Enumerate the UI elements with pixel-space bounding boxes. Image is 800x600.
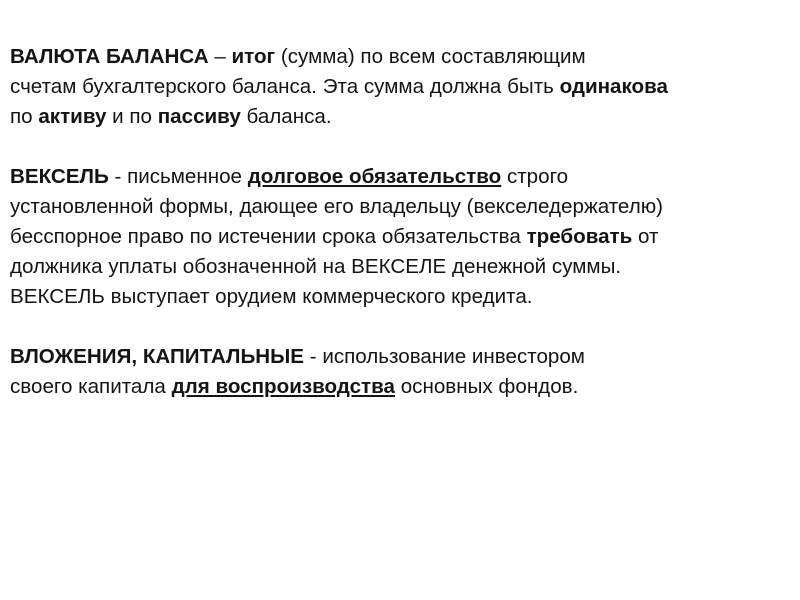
- text-line: [10, 372, 790, 402]
- text-line: [10, 192, 790, 222]
- text-line: [10, 252, 790, 282]
- text-segment: от: [632, 225, 659, 248]
- definition-paragraph: [10, 162, 790, 312]
- term-text: пассиву: [157, 105, 241, 128]
- term-text: для воспроизводства: [171, 375, 395, 398]
- text-line: [10, 282, 790, 312]
- text-line: [10, 342, 790, 372]
- term-text: ВЕКСЕЛЬ: [10, 165, 109, 188]
- text-segment: –: [208, 45, 232, 68]
- term-text: одинакова: [559, 75, 668, 98]
- text-segment: установленной формы, дающее его владельцу (векселедержателю): [10, 195, 664, 218]
- term-text: требовать: [526, 225, 633, 248]
- text-segment: - использование инвестором: [304, 345, 585, 368]
- text-segment: основных фондов.: [394, 375, 579, 398]
- text-segment: ВЕКСЕЛЬ выступает орудием коммерческого кредита.: [10, 285, 533, 308]
- definition-paragraph: [10, 42, 790, 132]
- term-text: ВЛОЖЕНИЯ, КАПИТАЛЬНЫЕ: [10, 345, 305, 368]
- text-segment: своего капитала: [10, 375, 172, 398]
- term-text: ВАЛЮТА БАЛАНСА: [10, 45, 209, 68]
- text-line: [10, 72, 790, 102]
- definitions-text: [10, 42, 790, 432]
- term-text: долговое обязательство: [247, 165, 502, 188]
- text-segment: баланса.: [240, 105, 332, 128]
- text-segment: бесспорное право по истечении срока обязательства: [10, 225, 527, 248]
- term-text: итог: [231, 45, 276, 68]
- text-line: [10, 42, 790, 72]
- text-line: [10, 102, 790, 132]
- term-text: активу: [38, 105, 107, 128]
- text-line: [10, 162, 790, 192]
- text-segment: строго: [501, 165, 569, 188]
- text-segment: по: [10, 105, 39, 128]
- definition-paragraph: [10, 342, 790, 402]
- text-segment: (сумма) по всем составляющим: [275, 45, 586, 68]
- text-segment: должника уплаты обозначенной на ВЕКСЕЛЕ денежной суммы.: [10, 255, 622, 278]
- text-line: [10, 222, 790, 252]
- text-segment: - письменное: [108, 165, 248, 188]
- text-segment: и по: [106, 105, 158, 128]
- text-segment: счетам бухгалтерского баланса. Эта сумма должна быть: [10, 75, 560, 98]
